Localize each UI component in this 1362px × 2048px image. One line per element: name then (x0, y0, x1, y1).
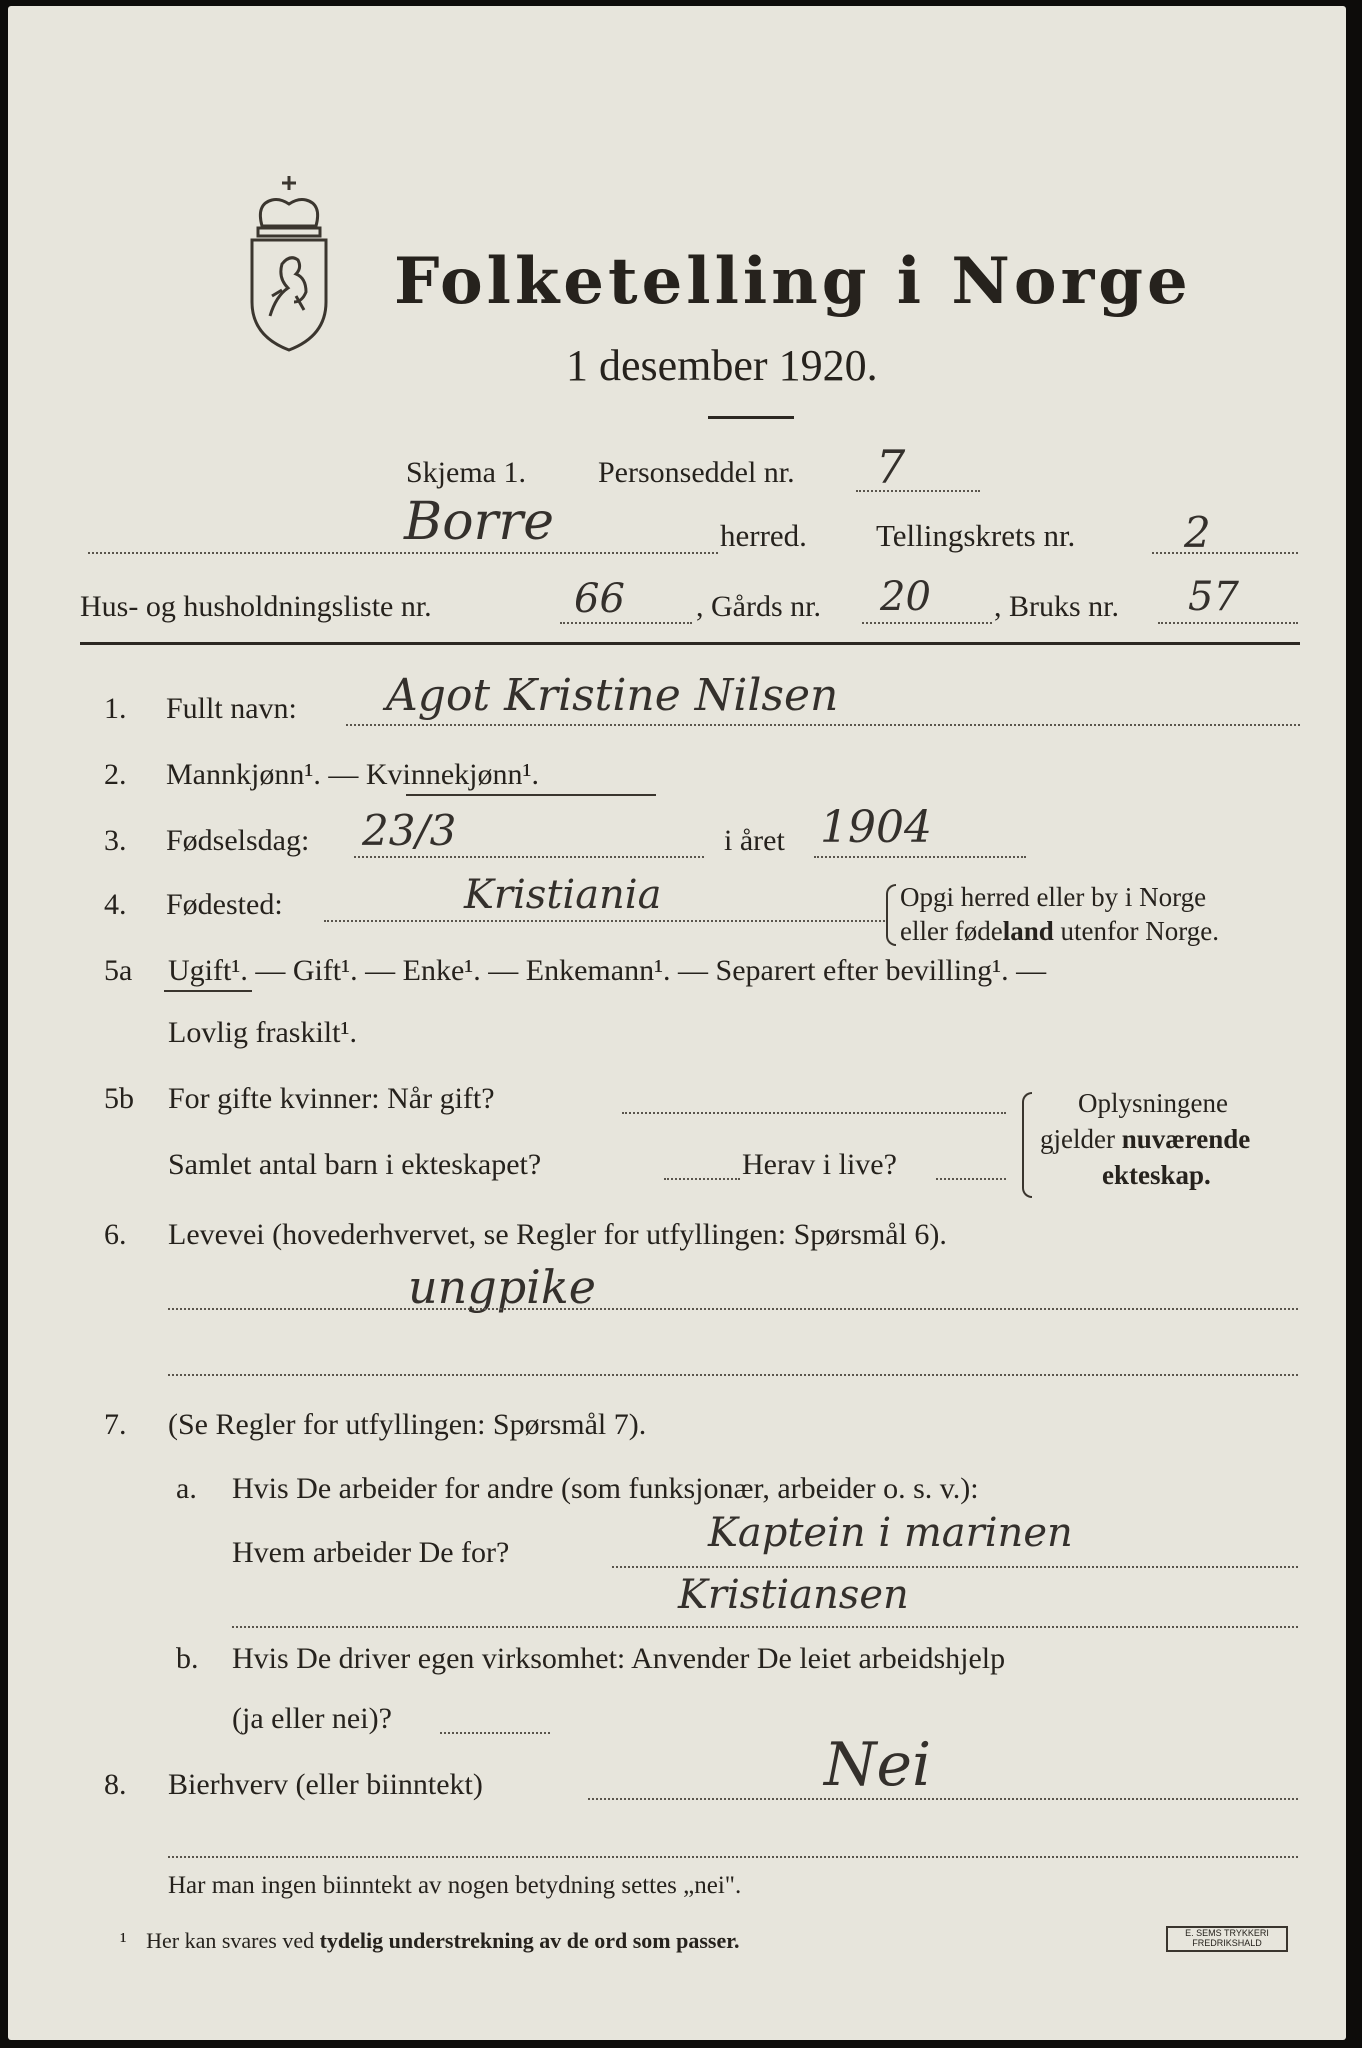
q8-label: Bierhverv (eller biinntekt) (168, 1768, 483, 1801)
q3-line (354, 856, 704, 858)
q6-line1 (168, 1308, 1298, 1310)
q4-note-brace (886, 884, 896, 946)
q7b-line2: (ja eller nei)? (232, 1702, 392, 1735)
tellingskrets-line (1152, 552, 1298, 554)
q3-year-value: 1904 (820, 802, 932, 853)
q5b-number: 5b (104, 1082, 134, 1115)
q6-number: 6. (104, 1218, 127, 1251)
footnote-text-b: tydelig understrekning av de ord som passer. (319, 1928, 740, 1953)
q4-value: Kristiania (464, 872, 662, 918)
footnote (120, 1928, 740, 1954)
q2-label: Mannkjønn¹. — Kvinnekjønn¹. (166, 758, 539, 791)
q5b-barn-line (664, 1178, 740, 1180)
gards-value: 20 (880, 574, 931, 620)
q5a-number: 5a (104, 954, 133, 987)
q3-year-line (814, 856, 1026, 858)
q4-note-line2-b: land (1002, 916, 1054, 946)
q7a-letter: a. (176, 1472, 197, 1505)
q8-line (588, 1798, 1298, 1800)
q8-number: 8. (104, 1768, 127, 1801)
footnote-mark: ¹ (120, 1928, 127, 1953)
q7a-line-answer1 (612, 1566, 1298, 1568)
personseddel-value: 7 (876, 440, 906, 494)
tellingskrets-value: 2 (1184, 508, 1211, 557)
q5b-live-line (936, 1178, 1006, 1180)
q5a-ugift-underline (164, 990, 252, 992)
q5a-line2: Lovlig fraskilt¹. (168, 1016, 357, 1049)
census-form-page (8, 6, 1346, 2040)
q5b-note3-text: ekteskap. (1102, 1160, 1211, 1190)
q4-label: Fødested: (166, 888, 283, 921)
tellingskrets-label: Tellingskrets nr. (876, 518, 1076, 553)
title-divider (708, 416, 794, 419)
q5b-note2-a: gjelder (1040, 1124, 1122, 1154)
header-rule (80, 642, 1300, 645)
q5b-line1: For gifte kvinner: Når gift? (168, 1082, 495, 1115)
q4-note-line2-a: eller føde (900, 916, 1003, 946)
bruks-line (1158, 622, 1298, 624)
q7a-line-answer2 (232, 1626, 1298, 1628)
bruks-label: , Bruks nr. (994, 590, 1120, 623)
q7a-value1: Kaptein i marinen (708, 1510, 1073, 1556)
gards-line (862, 622, 992, 624)
q5b-line2a: Samlet antal barn i ekteskapet? (168, 1148, 542, 1181)
q3-number: 3. (104, 824, 127, 857)
q4-number: 4. (104, 888, 127, 921)
printer-stamp-line2: FREDRIKSHALD (1192, 1938, 1262, 1948)
q5b-note1: Oplysningene (1078, 1088, 1228, 1118)
personseddel-label: Personseddel nr. (598, 456, 795, 489)
personseddel-line (856, 490, 980, 492)
q7a-line2: Hvem arbeider De for? (232, 1536, 510, 1569)
q7b-line1: Hvis De driver egen virksomhet: Anvender De leiet arbeidshjelp (232, 1642, 1006, 1675)
herred-label: herred. (720, 518, 807, 553)
q7b-letter: b. (176, 1642, 199, 1675)
printer-stamp-line1: E. SEMS TRYKKERI (1185, 1928, 1269, 1938)
q1-value: Agot Kristine Nilsen (386, 670, 839, 721)
q2-kvinnekjonn-underline (406, 794, 656, 796)
q5b-gift-line (622, 1112, 1006, 1114)
q5b-note-brace (1022, 1092, 1032, 1198)
q5b-note2 (1040, 1124, 1250, 1155)
note-nei: Har man ingen biinntekt av nogen betydning settes „nei". (168, 1872, 742, 1899)
herred-value: Borre (404, 492, 555, 552)
q5b-note2-b: nuværende (1121, 1124, 1251, 1154)
q4-note-line2-c: utenfor Norge. (1053, 916, 1219, 946)
q7-number: 7. (104, 1408, 127, 1441)
husliste-line (560, 622, 692, 624)
q7a-value2: Kristiansen (678, 1572, 909, 1618)
norway-coat-of-arms-icon (230, 166, 348, 356)
husliste-label: Hus- og husholdningsliste nr. (80, 590, 432, 623)
q8-value: Nei (824, 1730, 932, 1800)
gards-label: , Gårds nr. (696, 590, 821, 623)
q3-year-label: i året (724, 824, 785, 857)
q7a-line1: Hvis De arbeider for andre (som funksjonær, arbeider o. s. v.): (232, 1472, 979, 1505)
q7b-answer-line (440, 1732, 550, 1734)
husliste-value: 66 (574, 576, 625, 622)
q5b-line2b: Herav i live? (742, 1148, 897, 1181)
bruks-value: 57 (1188, 574, 1239, 620)
q2-number: 2. (104, 758, 127, 791)
q4-note-line2 (900, 916, 1219, 947)
herred-line (88, 552, 718, 554)
q5b-note3 (1102, 1160, 1211, 1191)
q4-line (324, 920, 888, 922)
q3-value: 23/3 (362, 806, 457, 855)
q1-label: Fullt navn: (166, 692, 297, 725)
form-title: Folketelling i Norge (394, 244, 1192, 319)
q6-label: Levevei (hovederhvervet, se Regler for utfyllingen: Spørsmål 6). (168, 1218, 947, 1251)
q8-line2 (168, 1856, 1298, 1858)
q6-value: ungpike (408, 1260, 596, 1314)
q1-line (346, 724, 1300, 726)
q4-note-line1: Opgi herred eller by i Norge (900, 882, 1207, 912)
form-date: 1 desember 1920. (566, 341, 878, 390)
q7-label: (Se Regler for utfyllingen: Spørsmål 7). (168, 1408, 647, 1441)
footnote-text-a: Her kan svares ved (146, 1928, 320, 1953)
q1-number: 1. (104, 692, 127, 725)
skjema-label: Skjema 1. (406, 456, 526, 489)
q6-line2 (168, 1374, 1298, 1376)
printer-stamp (1166, 1926, 1288, 1952)
q3-label: Fødselsdag: (166, 824, 310, 857)
q5a-line1: Ugift¹. — Gift¹. — Enke¹. — Enkemann¹. — Separert efter bevilling¹. — (168, 954, 1047, 987)
